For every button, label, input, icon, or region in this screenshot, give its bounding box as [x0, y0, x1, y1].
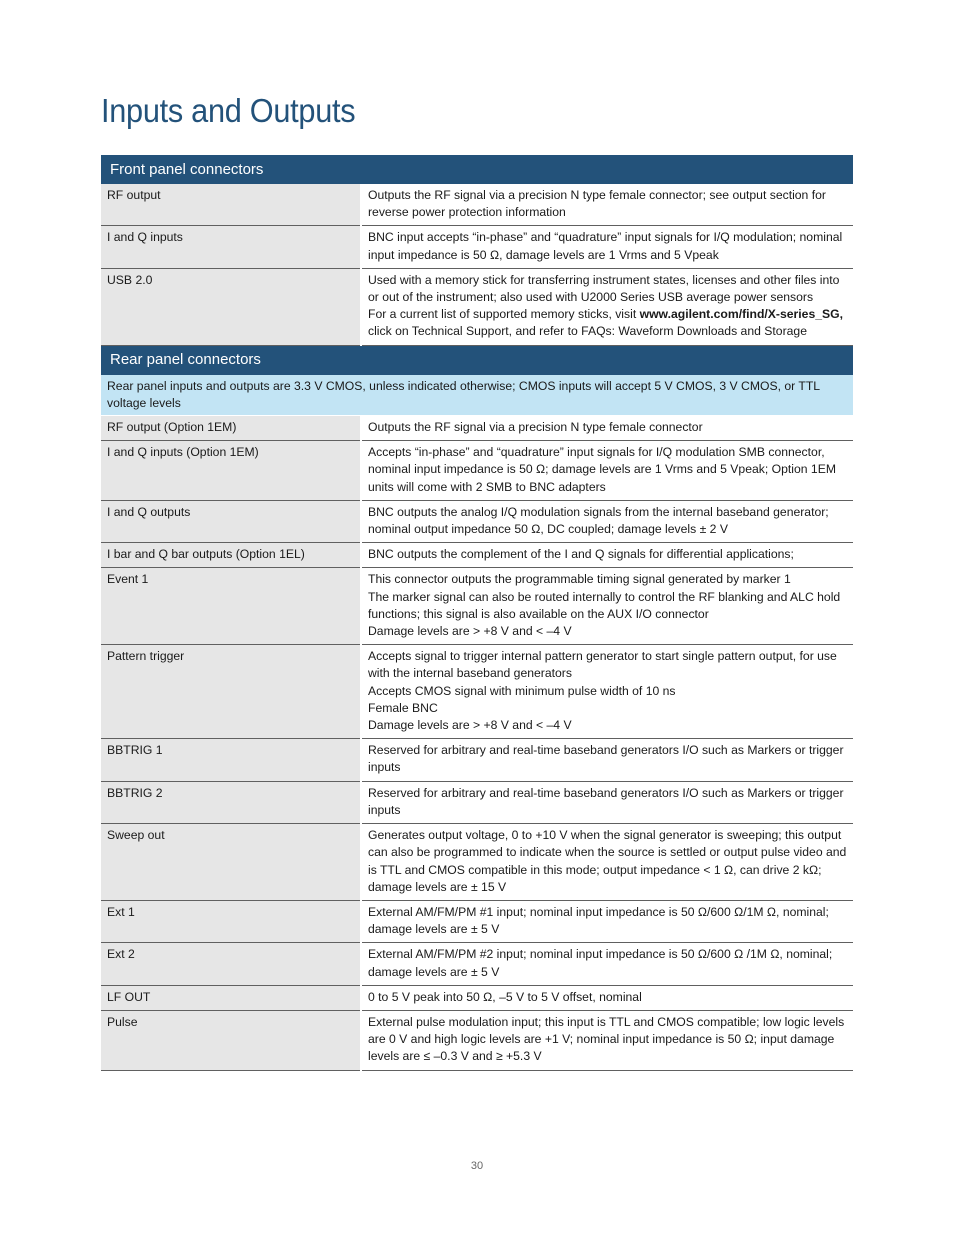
- rear-panel-row-i-and-q-inputs-option-1em: [101, 441, 853, 501]
- page-title: Inputs and Outputs: [101, 92, 356, 129]
- connector-description: [361, 268, 853, 345]
- front-panel-header-text: Front panel connectors: [101, 155, 853, 184]
- rear-panel-row-i-and-q-outputs: [101, 500, 853, 542]
- connector-description: [361, 500, 853, 542]
- description-line: External pulse modulation input; this input is TTL and CMOS compatible; low logic levels are 0 V and high logic levels are +1 V; nominal input impedance is 50 Ω; input damage levels are ≤ –0.3 V and ≥ +5.3 V: [368, 1014, 845, 1064]
- connector-name: I and Q inputs: [101, 226, 361, 268]
- connector-description: [361, 985, 853, 1010]
- connector-description: [361, 900, 853, 942]
- description-line: 0 to 5 V peak into 50 Ω, –5 V to 5 V offset, nominal: [368, 989, 642, 1004]
- connector-description: [361, 568, 853, 645]
- connector-description: [361, 645, 853, 739]
- connector-name: I and Q outputs: [101, 500, 361, 542]
- description-line: Accepts “in-phase” and “quadrature” input signals for I/Q modulation SMB connector, nominal input impedance is 50 Ω; damage levels are 1 Vrms and 5 Vpeak; Option 1EM units will come with 2 SMB to BNC adapters: [368, 445, 836, 494]
- front-panel-section-header: [101, 155, 853, 184]
- connector-name: Pulse: [101, 1010, 361, 1070]
- rear-panel-row-bbtrig-2: [101, 781, 853, 823]
- connector-description: [361, 543, 853, 568]
- description-line: Outputs the RF signal via a precision N type female connector; see output section for reverse power protection information: [368, 188, 826, 220]
- rear-panel-row-sweep-out: [101, 824, 853, 901]
- connector-name: Pattern trigger: [101, 645, 361, 739]
- connector-name: Ext 2: [101, 943, 361, 985]
- connector-name: RF output: [101, 184, 361, 226]
- rear-panel-section-header: [101, 345, 853, 375]
- link-line-suffix: click on Technical Support, and refer to FAQs: Waveform Downloads and Storage: [368, 324, 807, 339]
- connector-description: [361, 1010, 853, 1070]
- description-line: This connector outputs the programmable timing signal generated by marker 1: [368, 572, 791, 587]
- rear-panel-row-ext-2: [101, 943, 853, 985]
- connector-description: [361, 226, 853, 268]
- connector-name: LF OUT: [101, 985, 361, 1010]
- description-link-line: [368, 306, 847, 340]
- connector-name: BBTRIG 1: [101, 739, 361, 781]
- connector-description: [361, 943, 853, 985]
- description-line: BNC outputs the analog I/Q modulation signals from the internal baseband generator; nominal output impedance 50 Ω, DC coupled; damage levels ± 2 V: [368, 504, 829, 537]
- connector-name: I bar and Q bar outputs (Option 1EL): [101, 543, 361, 568]
- link-line-prefix: For a current list of supported memory sticks, visit: [368, 307, 640, 322]
- connector-name: Ext 1: [101, 900, 361, 942]
- rear-panel-row-event-1: [101, 568, 853, 645]
- connector-name: I and Q inputs (Option 1EM): [101, 441, 361, 501]
- rear-panel-row-rf-output-option-1em: [101, 416, 853, 441]
- connector-name: Sweep out: [101, 824, 361, 901]
- description-line: Used with a memory stick for transferring instrument states, licenses and other files into or out of the instrument; also used with U2000 Series USB average power sensors: [368, 272, 840, 305]
- description-line: Damage levels are > +8 V and < –4 V: [368, 718, 572, 733]
- description-line: Generates output voltage, 0 to +10 V when the signal generator is sweeping; this output can also be programmed to indicate when the source is settled or output pulse video and is TTL and CMOS compatible in this mode; output impedance < 1 Ω, can drive 2 kΩ; damage levels are ± 15 V: [368, 828, 847, 894]
- rear-panel-row-pattern-trigger: [101, 645, 853, 739]
- connectors-table: [101, 155, 853, 1071]
- connector-description: [361, 781, 853, 823]
- rear-panel-row-i-bar-and-q-bar-outputs-option-1el: [101, 543, 853, 568]
- front-panel-row-rf-output: [101, 184, 853, 226]
- description-line: Outputs the RF signal via a precision N type female connector: [368, 420, 703, 435]
- description-line: Reserved for arbitrary and real-time baseband generators I/O such as Markers or trigger inputs: [368, 785, 844, 817]
- description-line: Accepts CMOS signal with minimum pulse width of 10 ns: [368, 683, 676, 698]
- description-line: Female BNC: [368, 700, 438, 715]
- description-line: BNC outputs the complement of the I and Q signals for differential applications;: [368, 547, 794, 562]
- rear-panel-row-pulse: [101, 1010, 853, 1070]
- front-panel-row-i-and-q-inputs: [101, 226, 853, 268]
- connector-description: [361, 441, 853, 501]
- description-line: The marker signal can also be routed internally to control the RF blanking and ALC hold functions; this signal is also available on the AUX I/O connector: [368, 589, 841, 621]
- rear-panel-note: Rear panel inputs and outputs are 3.3 V CMOS, unless indicated otherwise; CMOS inputs will accept 5 V CMOS, 3 V CMOS, or TTL voltage levels: [101, 375, 853, 416]
- description-line: Accepts signal to trigger internal pattern generator to start single pattern output, for use with the internal baseband generators: [368, 649, 837, 681]
- connector-name: Event 1: [101, 568, 361, 645]
- front-panel-row-usb-2-0: [101, 268, 853, 345]
- description-line: External AM/FM/PM #2 input; nominal input impedance is 50 Ω/600 Ω /1M Ω, nominal; damage levels are ± 5 V: [368, 947, 833, 979]
- rear-panel-header-text: Rear panel connectors: [101, 345, 853, 375]
- connector-description: [361, 416, 853, 441]
- connector-description: [361, 184, 853, 226]
- connector-description: [361, 824, 853, 901]
- connector-name: BBTRIG 2: [101, 781, 361, 823]
- agilent-url: www.agilent.com/find/X-series_SG,: [639, 307, 843, 322]
- rear-panel-note-row: [101, 375, 853, 416]
- connector-description: [361, 739, 853, 781]
- description-line: Damage levels are > +8 V and < –4 V: [368, 624, 572, 639]
- page-number: 30: [470, 1160, 484, 1172]
- rear-panel-row-bbtrig-1: [101, 739, 853, 781]
- rear-panel-row-ext-1: [101, 900, 853, 942]
- description-line: Reserved for arbitrary and real-time baseband generators I/O such as Markers or trigger inputs: [368, 743, 844, 775]
- description-line: BNC input accepts “in-phase” and “quadrature” input signals for I/Q modulation; nominal input impedance is 50 Ω, damage levels are 1 Vrms and 5 Vpeak: [368, 230, 843, 262]
- connectors-table-body: [101, 155, 853, 1070]
- description-line: External AM/FM/PM #1 input; nominal input impedance is 50 Ω/600 Ω/1M Ω, nominal; damage levels are ± 5 V: [368, 904, 829, 937]
- rear-panel-row-lf-out: [101, 985, 853, 1010]
- connector-name: USB 2.0: [101, 268, 361, 345]
- connector-name: RF output (Option 1EM): [101, 416, 361, 441]
